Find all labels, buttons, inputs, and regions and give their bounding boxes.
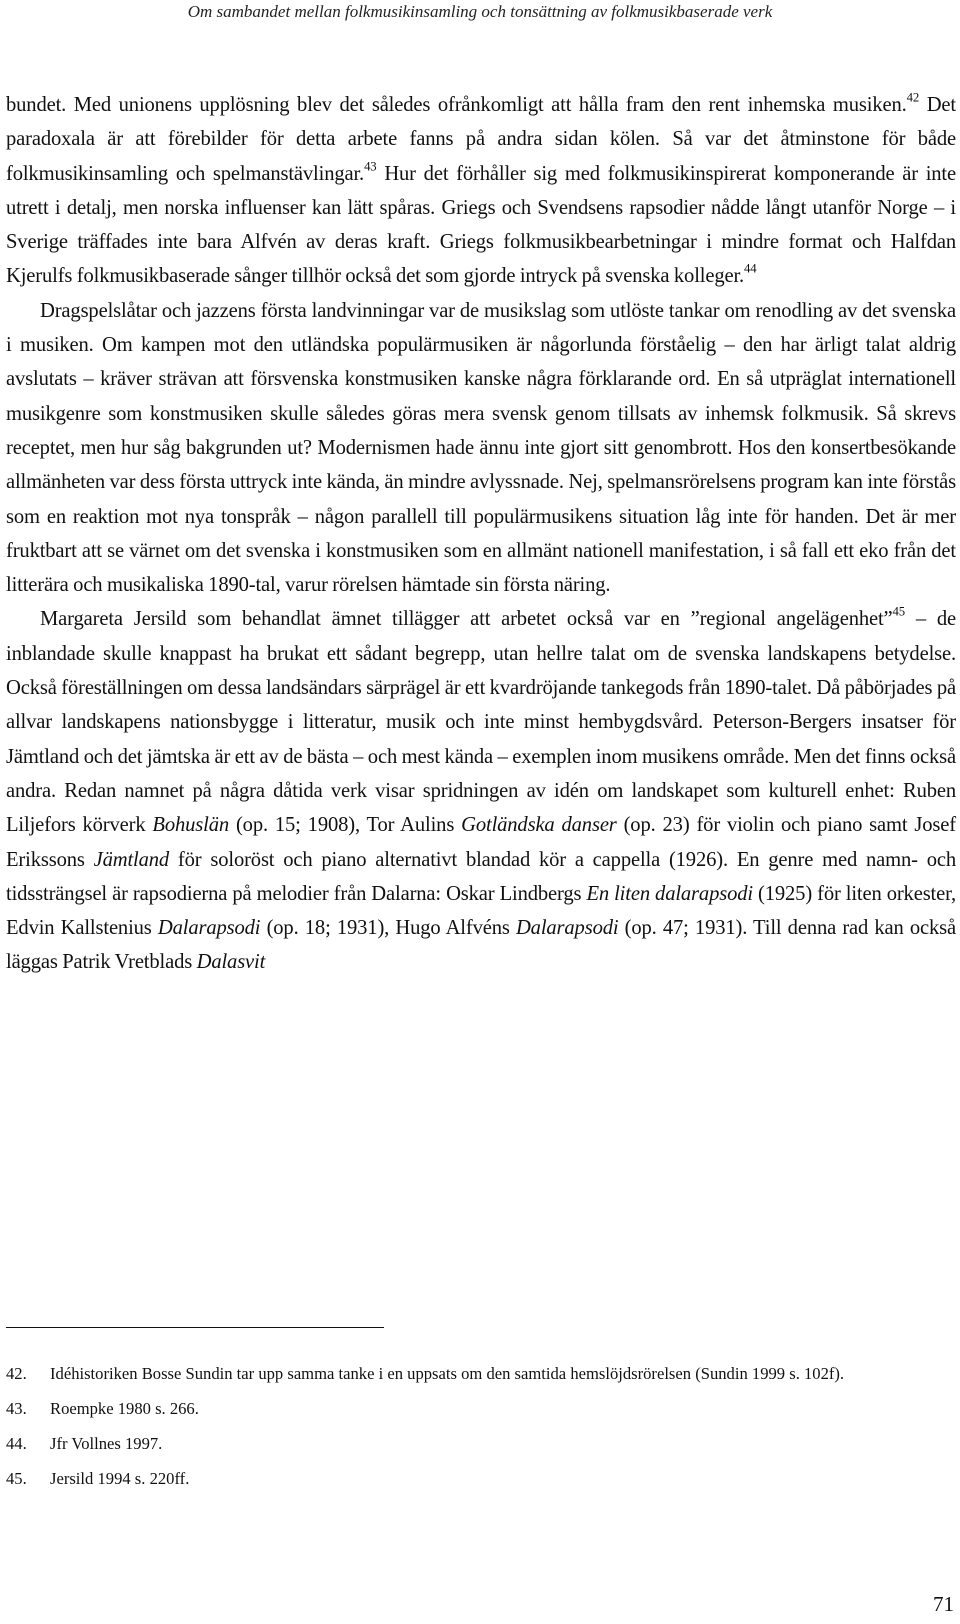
work-title: Dalarapsodi <box>515 917 619 940</box>
footnote-text: Roempke 1980 s. 266. <box>50 1399 199 1418</box>
work-title: Bohuslän <box>152 814 230 837</box>
paragraph <box>6 294 956 603</box>
footnote-text: Idéhistoriken Bosse Sundin tar upp samma tanke i en uppsats om den samtida hemslöjdsrörelsen (Sundin 1999 s. 102f). <box>50 1364 845 1383</box>
work-title: Dalarapsodi <box>157 917 261 940</box>
text-run: bundet. Med unionens upplösning blev det således ofrånkomligt att hålla fram den rent inhemska musiken. <box>6 94 907 116</box>
work-title: En liten dalarapsodi <box>586 882 753 905</box>
footnote-number: 42. <box>6 1364 27 1383</box>
footnote-ref: 43 <box>364 159 377 174</box>
footnote-text: Jfr Vollnes 1997. <box>50 1434 163 1453</box>
footnote-rule <box>6 1327 384 1328</box>
text-run: (op. 23) för violin och piano samt Josef Erikssons <box>6 814 956 871</box>
body-text <box>6 88 956 980</box>
page-number: 71 <box>933 1592 954 1616</box>
text-run: (op. 47; 1931). Till denna rad kan också läggas Patrik Vretblads <box>6 917 957 974</box>
text-run: för soloröst och piano alternativt blandad kör a cappella (1926). En genre med namn- och tidssträngsel är rapsodierna på melodier från Dalarna: Oskar Lindbergs <box>6 848 956 905</box>
footnote-ref: 44 <box>744 261 757 276</box>
paragraph <box>6 602 956 979</box>
footnote <box>6 1360 956 1387</box>
text-run: Hur det förhåller sig med folkmusikinspirerat komponerande är inte utrett i detalj, men norska influenser kan lätt spåras. Griegs och Svendsens rapsodier nådde långt utanför Norge – i Sverige träffades inte bara Alfvén av deras kraft. Griegs folkmusikbearbetningar i mindre format och Halfdan Kjerulfs folkmusikbaserade sånger tillhör också det som gjorde intryck på svenska kolleger. <box>6 162 956 288</box>
footnote-text: Jersild 1994 s. 220ff. <box>50 1469 190 1488</box>
footnote-ref: 45 <box>892 604 906 619</box>
footnote <box>6 1465 956 1492</box>
text-run: – de inblandade skulle knappast ha brukat ett sådant begrepp, utan hellre talat om de svenska landskapens betydelse. Också föreställningen om dessa landsändars särprägel är ett kvardröjande tankegods från 1890-talet. Då påbörjades på allvar landskapens nationsbygge i litteratur, musik och inte minst hembygdsvård. Peterson-Bergers insatser för Jämtland och det jämtska är ett av de bästa – och mest kända – exemplen inom musikens område. Men det finns också andra. Redan namnet på några dåtida verk visar spridningen av idén om landskapet som kulturell enhet: Ruben Liljefors körverk <box>6 608 957 837</box>
footnotes <box>6 1360 956 1500</box>
footnote-number: 44. <box>6 1434 27 1453</box>
work-title: Dalasvit <box>196 951 266 974</box>
running-head: Om sambandet mellan folkmusikinsamling och tonsättning av folkmusikbaserade verk <box>187 2 773 21</box>
paragraph <box>6 88 956 294</box>
footnote-ref: 42 <box>906 90 920 105</box>
footnote-number: 43. <box>6 1399 27 1418</box>
text-run: (op. 15; 1908), Tor Aulins <box>229 814 462 837</box>
work-title: Gotländska danser <box>461 814 617 837</box>
text-run: Dragspelslåtar och jazzens första landvinningar var de musikslag som utlöste tankar om renodling av det svenska i musiken. Om kampen mot den utländska populärmusiken är någorlunda förståelig – den har ärligt talat aldrig avslutats – kräver strävan att försvenska konstmusiken kanske några förklarande ord. En så utpräglat internationell musikgenre som konstmusiken skulle således göras mera svensk genom tillsats av inhemsk folkmusik. Så skrevs receptet, men hur såg bakgrunden ut? Modernismen hade ännu inte gjort sitt genombrott. Hos den konsertbesökande allmänheten var dess första uttryck inte kända, än mindre avlyssnade. Nej, spelmansrörelsens program kan inte förstås som en reaktion mot nya tonspråk – någon parallell till populärmusikens situation låg inte för handen. Det är mer fruktbart att se värnet om det svenska i konstmusiken som en allmänt nationell manifestation, i så fall ett eko från det litterära och musikaliska 1890-tal, varur rörelsen hämtade sin första näring. <box>6 299 956 597</box>
footnote <box>6 1395 956 1422</box>
footnote-number: 45. <box>6 1469 27 1488</box>
text-run: (op. 18; 1931), Hugo Alfvéns <box>260 917 516 940</box>
text-run: Det paradoxala är att förebilder för detta arbete fanns på andra sidan kölen. Så var det åtminstone för både folkmusikinsamling och spelmanstävlingar. <box>6 94 956 185</box>
text-run: (1925) för liten orkester, Edvin Kallstenius <box>6 882 956 940</box>
footnote <box>6 1430 956 1457</box>
work-title: Jämtland <box>93 848 170 871</box>
text-run: Margareta Jersild som behandlat ämnet tillägger att arbetet också var en ”regional angelägenhet” <box>40 608 893 631</box>
